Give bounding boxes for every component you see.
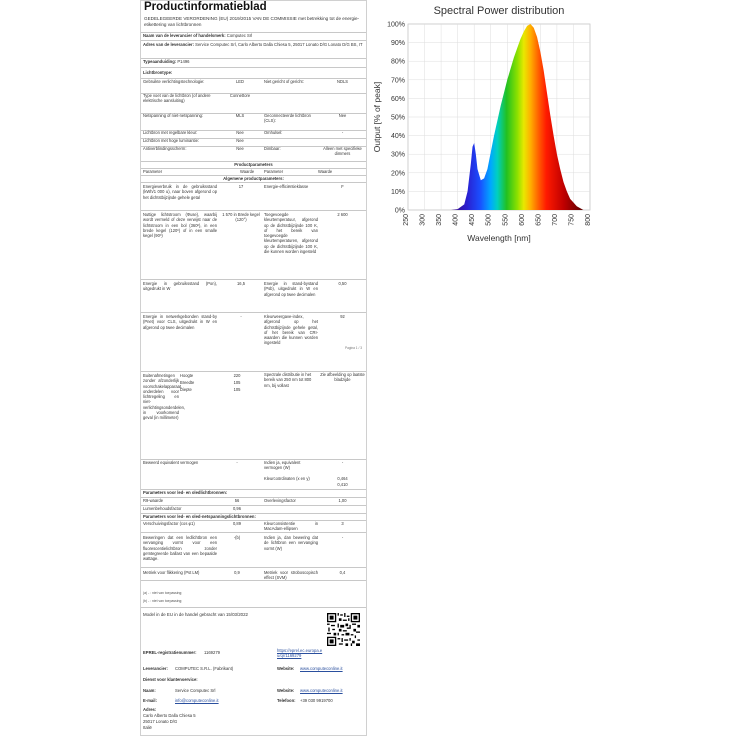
chroma-y: 0,410	[337, 482, 348, 487]
mains-divider	[140, 580, 367, 581]
pp-value: 1 570 in Brede kegel (120°)	[222, 212, 260, 223]
y-tick-label: 10%	[390, 188, 405, 196]
pp-label-2: Toegevoegde kleurtemperatuur, afgerond op de dichtstbijzijnde 100 K, of het bereik van toegevoegde kleurtemperaturen, afgerond op de dichtstbijzijnde 100 K, die kunnen worden ingesteld	[264, 212, 318, 255]
lbt-value: Nee	[236, 138, 244, 143]
mains-value: -(b)	[233, 535, 241, 540]
general-params-heading: Algemene productparameters:	[223, 176, 284, 181]
dim-value: 105	[233, 387, 241, 392]
mains-label-2: Indien ja, dan bewering dat de lichtbron een vervanging vormt (W)	[264, 535, 318, 551]
pp-value: 16,5	[237, 281, 245, 286]
mains-label: Verschuivingsfactor (cos φ1)	[143, 521, 195, 526]
lbt-value-2: Nee	[338, 113, 347, 118]
x-tick-label: 750	[568, 214, 576, 226]
spectral-chart-svg	[368, 0, 596, 248]
lbt-value: MLS	[235, 113, 245, 118]
service-heading: Dienst voor klantenservice:	[143, 677, 198, 682]
lbt-label: Gebruikte verlichtingstechnologie:	[143, 79, 205, 84]
lbt-label-2: Geconnecteerde lichtbron (CLS):	[264, 113, 311, 124]
r9-value: 56	[234, 498, 240, 503]
x-tick-label: 450	[469, 214, 477, 226]
col-value-1: Waarde	[240, 169, 255, 174]
spectral-label: Spectrale distributie in het bereik van 250 nm tot 800 nm, bij vollast	[264, 372, 312, 388]
col-param-2: Parameter	[264, 169, 284, 174]
pp-value-2: 0,50	[338, 281, 347, 286]
equiv-label: Beweerd equivalent vermogen	[143, 460, 199, 465]
dim-label: Breedte	[180, 380, 195, 385]
y-tick-label: 20%	[390, 170, 405, 178]
y-axis-label: Output [% of peak]	[372, 81, 382, 153]
page-number: Pagina 1 / 3	[345, 346, 363, 350]
dim-value: 105	[233, 380, 241, 385]
model-number: P1496	[177, 59, 190, 64]
supplier-address-label: Adres van de leverancier:	[143, 42, 194, 47]
y-tick-label: 50%	[390, 114, 405, 122]
y-tick-label: 90%	[390, 40, 405, 48]
pp-divider	[140, 279, 367, 280]
mains-heading: Parameters voor led- en oled-netspanningslichtbronnen:	[143, 514, 256, 519]
dims-label: Buitenafmetingen zonder afzonderlijk voorschakelapparaat, onderdelen voor lichtregeling en niet-verlichtingsonderdelen, in voorkomend geval (in millimeter)	[143, 373, 186, 421]
pp-label-2: Energie-efficiëntieklasse	[264, 184, 309, 189]
mains-divider	[140, 567, 367, 568]
mains-label: Beweringen dat een ledlichtbron een vervanging vormt voor een fluorescentielichtbron zonder geïntegreerde ballast van een bepaalde wattage.	[143, 535, 217, 562]
pp-label-2: Kleurweergave-index, afgerond op het dichtstbijzijnde gehele getal, of het bereik van CRI-waarden die kunnen worden ingesteld	[264, 314, 318, 346]
pp-value-2: F	[341, 184, 344, 189]
pp-value: 17	[238, 184, 244, 189]
supplier-address: Service Computec Srl, Carlo Alberto Dalla Chiesa 5, 25017 Lonato D/G Lonato D/G BS, IT	[195, 42, 363, 47]
equiv-value: -	[236, 460, 238, 465]
lbt-label: Type voet van de lichtbron (of andere elektrische aansluiting)	[143, 93, 211, 104]
equiv-label-2: Indien ja, equivalent vermogen (W)	[264, 460, 301, 471]
chroma-x: 0,464	[337, 476, 348, 481]
footnote-a: (a) - : niet van toepassing;	[143, 591, 183, 595]
phone-label: Telefoon:	[277, 698, 296, 703]
mains-label: Metriek voor flikkering (Pst LM)	[143, 570, 200, 575]
lbt-label-2: Niet gericht of gericht:	[264, 79, 304, 84]
supplier-name-label: Naam van de leverancier of handelsmerk:	[143, 33, 226, 38]
col-value-2: Waarde	[318, 169, 333, 174]
equiv-value-2: -	[341, 460, 344, 465]
led-heading: Parameters voor led- en oledlichtbronnen:	[143, 490, 228, 495]
x-tick-label: 800	[585, 214, 592, 226]
pp-divider	[140, 312, 367, 313]
qr-code[interactable]	[327, 613, 360, 646]
website-link[interactable]: www.computeconline.it	[300, 666, 343, 671]
lbt-value-2: Alleen met specifieke dimmers	[323, 146, 362, 157]
eprel-label: EPREL-registratienummer:	[143, 650, 197, 655]
y-tick-label: 80%	[390, 58, 405, 66]
pp-divider	[140, 210, 367, 211]
pp-label: Energie in netwerkgebonden stand-by (Pnet) voor CLS, uitgedrukt in W en afgerond op twee decimalen	[143, 314, 217, 330]
naam-value: Service Computec Srl	[175, 688, 216, 693]
survival-label: Overlevingsfactor	[264, 498, 296, 503]
model-label: Typeaanduiding:	[143, 59, 177, 64]
pp-value: -	[240, 314, 242, 319]
dim-label: Hoogte	[180, 373, 194, 378]
email-link[interactable]: info@computeconline.it	[175, 698, 219, 703]
pp-value-2: 92	[340, 314, 345, 319]
lbt-label: Netspanning of niet-netspanning:	[143, 113, 204, 118]
x-tick-label: 350	[436, 214, 444, 226]
dim-value: 220	[233, 373, 241, 378]
email-label: E-mail:	[143, 698, 157, 703]
mains-value: 0,9	[234, 570, 240, 575]
lbt-value-2: -	[341, 130, 344, 135]
x-tick-label: 550	[502, 214, 510, 226]
website-label: Website:	[277, 666, 295, 671]
supplier-label: Leverancier:	[143, 666, 168, 671]
adres-line-1: Carlo Alberto Dalla Chiesa 5	[143, 713, 196, 718]
adres-line-3: Italië	[143, 725, 152, 730]
productparameters-heading: Productparameters	[234, 162, 273, 167]
mains-label-2: Metriek voor stroboscopisch effect (SVM)	[264, 570, 318, 581]
mains-value-2: 0,4	[339, 570, 346, 575]
chart-title: Spectral Power distribution	[433, 5, 565, 17]
lbt-value: Nee	[236, 146, 244, 151]
y-tick-label: 30%	[390, 151, 405, 159]
pp-label-2: Energie in stand-bystand (Psb), uitgedrukt in W en afgerond op twee decimalen	[264, 281, 318, 297]
chroma-label: Kleurcoördinaten (x en y)	[264, 476, 310, 481]
spectral-value: Zie afbeelding op laatste bladzijde	[320, 372, 365, 383]
page-title: Productinformatieblad	[144, 1, 267, 13]
lbt-value: Nee	[236, 130, 244, 135]
x-tick-label: 700	[551, 214, 559, 226]
naam-label: Naam:	[143, 688, 156, 693]
supplier-name: Computec Srl	[226, 33, 253, 38]
market-date: Model in de EU in de handel gebracht van 15/03/2022	[143, 612, 248, 617]
x-tick-label: 250	[403, 214, 410, 226]
lumen-maint-label: Lumenbehoudsfactor	[143, 506, 182, 511]
x-tick-label: 500	[485, 214, 493, 226]
pp-label: Nuttige lichtstroom (Φuse), waarbij wordt vermeld of deze verwijst naar de lichtstroom in een bol (360º), in een brede kegel (120º) of in een smalle kegel (90º)	[143, 212, 217, 239]
x-tick-label: 600	[518, 214, 526, 226]
eprel-number: 1169279	[204, 650, 220, 655]
y-tick-label: 40%	[390, 133, 405, 141]
mains-label-2: Kleurconsistentie in MacAdam-ellipsen	[264, 521, 318, 532]
survival-value: 1,00	[338, 498, 347, 503]
lbt-label: Lichtbron met hoge luminantie:	[143, 138, 199, 143]
footnote-b: (b) - : niet van toepassing;	[143, 599, 183, 603]
r9-label: R9-waarde	[143, 498, 164, 503]
supplier-value: COMPUTEC S.R.L. (Fabrikant)	[175, 666, 234, 671]
x-tick-label: 400	[452, 214, 460, 226]
adres-label: Adres:	[143, 707, 157, 712]
x-axis-label: Wavelength [nm]	[467, 233, 531, 243]
y-tick-label: 70%	[390, 77, 405, 85]
phone-value: +39 030 9919700	[300, 698, 333, 703]
regulation-text: GEDELEGEERDE VERORDENING (EU) 2019/2015 VAN DE COMMISSIE met betrekking tot de energie-etikettering van lichtbronnen	[144, 16, 360, 27]
x-tick-label: 300	[419, 214, 427, 226]
y-tick-label: 100%	[387, 21, 405, 29]
col-param-1: Parameter	[143, 169, 163, 174]
lbt-label-2: Omhulsel:	[264, 130, 283, 135]
y-tick-label: 60%	[390, 95, 405, 103]
pp-label: Energie in gebruiksstand (Pon), uitgedrukt in W	[143, 281, 217, 292]
lichtbrontype-heading: Lichtbrontype:	[143, 70, 173, 75]
lbt-label-2: Dimbaar:	[264, 146, 281, 151]
lumen-maint-value: 0,96	[233, 506, 241, 511]
dim-label: Diepte	[180, 387, 192, 392]
mains-value-2: 3	[341, 521, 344, 526]
pp-value-2: 2 600	[337, 212, 348, 217]
lbt-value: LED	[236, 79, 244, 84]
y-tick-label: 0%	[394, 207, 405, 215]
mains-divider	[140, 532, 367, 533]
spectral-chart	[368, 0, 596, 248]
x-tick-label: 650	[535, 214, 543, 226]
lbt-value-2: NDLS	[337, 79, 348, 84]
lbt-label: Antiverblindingsscherm:	[143, 146, 187, 151]
mains-value: 0,89	[233, 521, 241, 526]
website-label-2: Website:	[277, 688, 295, 693]
lbt-value: Connettore	[229, 93, 251, 98]
eprel-link[interactable]: https://eprel.ec.europa.eu/qr/1169279	[277, 648, 323, 659]
website-link-2[interactable]: www.computeconline.it	[300, 688, 343, 693]
lbt-label: Lichtbron met regelbare kleur:	[143, 130, 198, 135]
adres-line-2: 25017 Lonato D/G	[143, 719, 178, 724]
mains-value-2: -	[341, 535, 344, 540]
pp-label: Energieverbruik in de gebruiksstand (kWh/1 000 u), naar boven afgerond op het dichtstbijzijnde gehele getal	[143, 184, 217, 200]
